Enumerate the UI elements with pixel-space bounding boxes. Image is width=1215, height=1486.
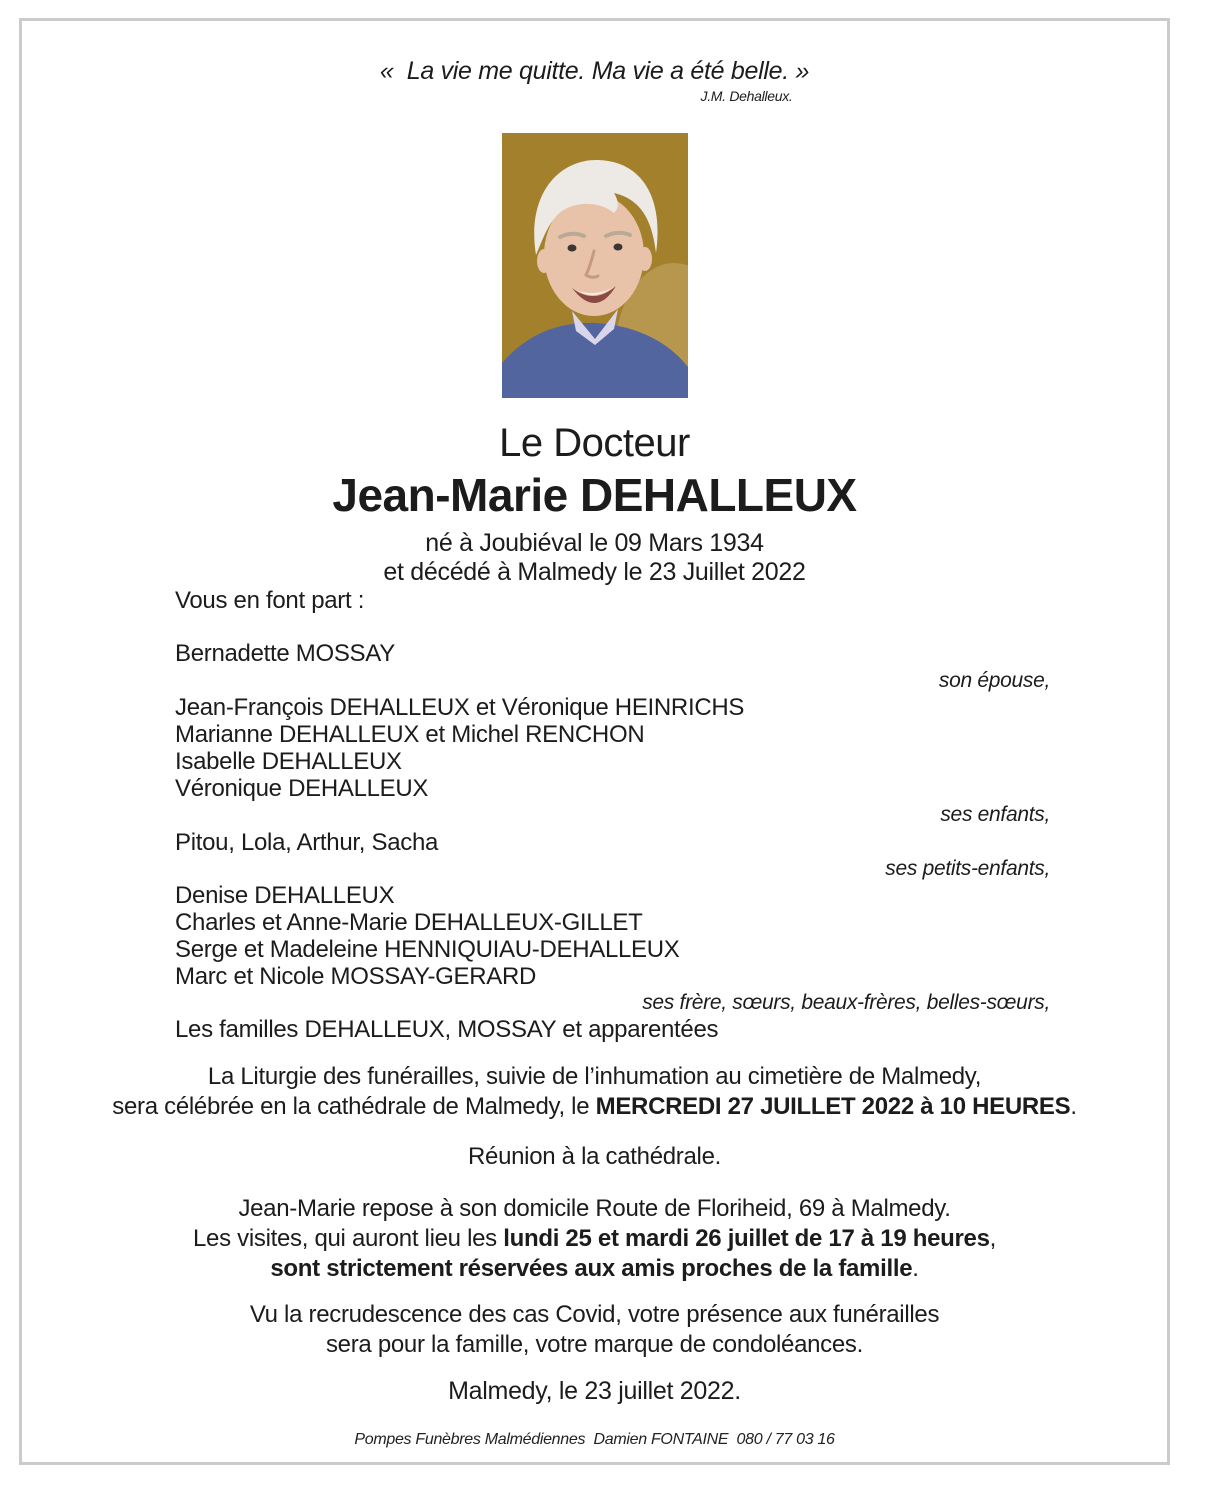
families-line: Les familles DEHALLEUX, MOSSAY et apparentées: [175, 1016, 719, 1043]
visits-dates-bold: lundi 25 et mardi 26 juillet de 17 à 19 heures: [503, 1225, 990, 1252]
announcement-intro: Vous en font part :: [175, 587, 365, 614]
visits-restriction-bold: sont strictement réservées aux amis proches de la famille: [270, 1255, 913, 1282]
funeral-home-footer: Pompes Funèbres Malmédiennes Damien FONTAINE 080 / 77 03 16: [354, 1431, 835, 1448]
announcer-name: Pitou, Lola, Arthur, Sacha: [175, 829, 439, 856]
covid-line2: sera pour la famille, votre marque de condoléances.: [325, 1331, 863, 1358]
announcer-name: Denise DEHALLEUX: [175, 882, 395, 909]
announcer-name: Serge et Madeleine HENNIQUIAU-DEHALLEUX: [175, 936, 680, 963]
birth-line: né à Joubiéval le 09 Mars 1934: [425, 529, 764, 557]
announcer-name: Jean-François DEHALLEUX et Véronique HEINRICHS: [175, 694, 745, 721]
announcer-name: Bernadette MOSSAY: [175, 640, 395, 667]
ceremony-line2: [22, 1092, 1167, 1122]
quote-attribution-wrap: [375, 88, 815, 106]
memorial-quote: « La vie me quitte. Ma vie a été belle. »: [379, 57, 810, 85]
birth-death-dates: [22, 529, 1167, 587]
death-line: et décédé à Malmedy le 23 Juillet 2022: [383, 558, 806, 586]
page-border-frame: [19, 18, 1170, 1465]
eye-left: [567, 245, 576, 252]
ear-right: [638, 247, 652, 271]
visits-line2: [22, 1224, 1167, 1254]
announcers-section: [22, 587, 1167, 1043]
relation-label-grandchildren: ses petits-enfants,: [885, 857, 1050, 880]
eye-right: [613, 244, 622, 251]
relation-label-siblings: ses frère, sœurs, beaux-frères, belles-sœurs,: [642, 991, 1050, 1014]
visits-line1: Jean-Marie repose à son domicile Route de Floriheid, 69 à Malmedy.: [238, 1195, 951, 1222]
quote-attribution: J.M. Dehalleux.: [700, 88, 793, 104]
portrait-photo: [502, 133, 688, 398]
visits-line3-end: .: [912, 1255, 919, 1282]
announcer-name: Charles et Anne-Marie DEHALLEUX-GILLET: [175, 909, 643, 936]
ceremony-line1: La Liturgie des funérailles, suivie de l’inhumation au cimetière de Malmedy,: [207, 1063, 982, 1090]
ceremony-line2-end: .: [1070, 1093, 1077, 1120]
dateline: Malmedy, le 23 juillet 2022.: [448, 1377, 741, 1405]
relation-label-children: ses enfants,: [940, 803, 1050, 826]
visits-line3: [22, 1254, 1167, 1284]
ear-left: [537, 249, 551, 273]
visits-line2-normal: Les visites, qui auront lieu les: [192, 1225, 504, 1252]
announcer-name: Véronique DEHALLEUX: [175, 775, 429, 802]
relation-label-spouse: son épouse,: [938, 669, 1050, 692]
announcer-name: Isabelle DEHALLEUX: [175, 748, 402, 775]
ceremony-datetime-bold: MERCREDI 27 JUILLET 2022 à 10 HEURES: [595, 1093, 1071, 1120]
visits-line2-end: ,: [989, 1225, 997, 1252]
announcer-name: Marianne DEHALLEUX et Michel RENCHON: [175, 721, 645, 748]
meeting-line: Réunion à la cathédrale.: [468, 1143, 721, 1170]
ceremony-line2-normal: sera célébrée en la cathédrale de Malmedy, le: [112, 1093, 596, 1120]
announcer-name: Marc et Nicole MOSSAY-GERARD: [175, 963, 537, 990]
covid-line1: Vu la recrudescence des cas Covid, votre présence aux funérailles: [249, 1301, 940, 1328]
title-prefix: Le Docteur: [499, 421, 690, 465]
deceased-name: Jean-Marie DEHALLEUX: [332, 469, 857, 521]
